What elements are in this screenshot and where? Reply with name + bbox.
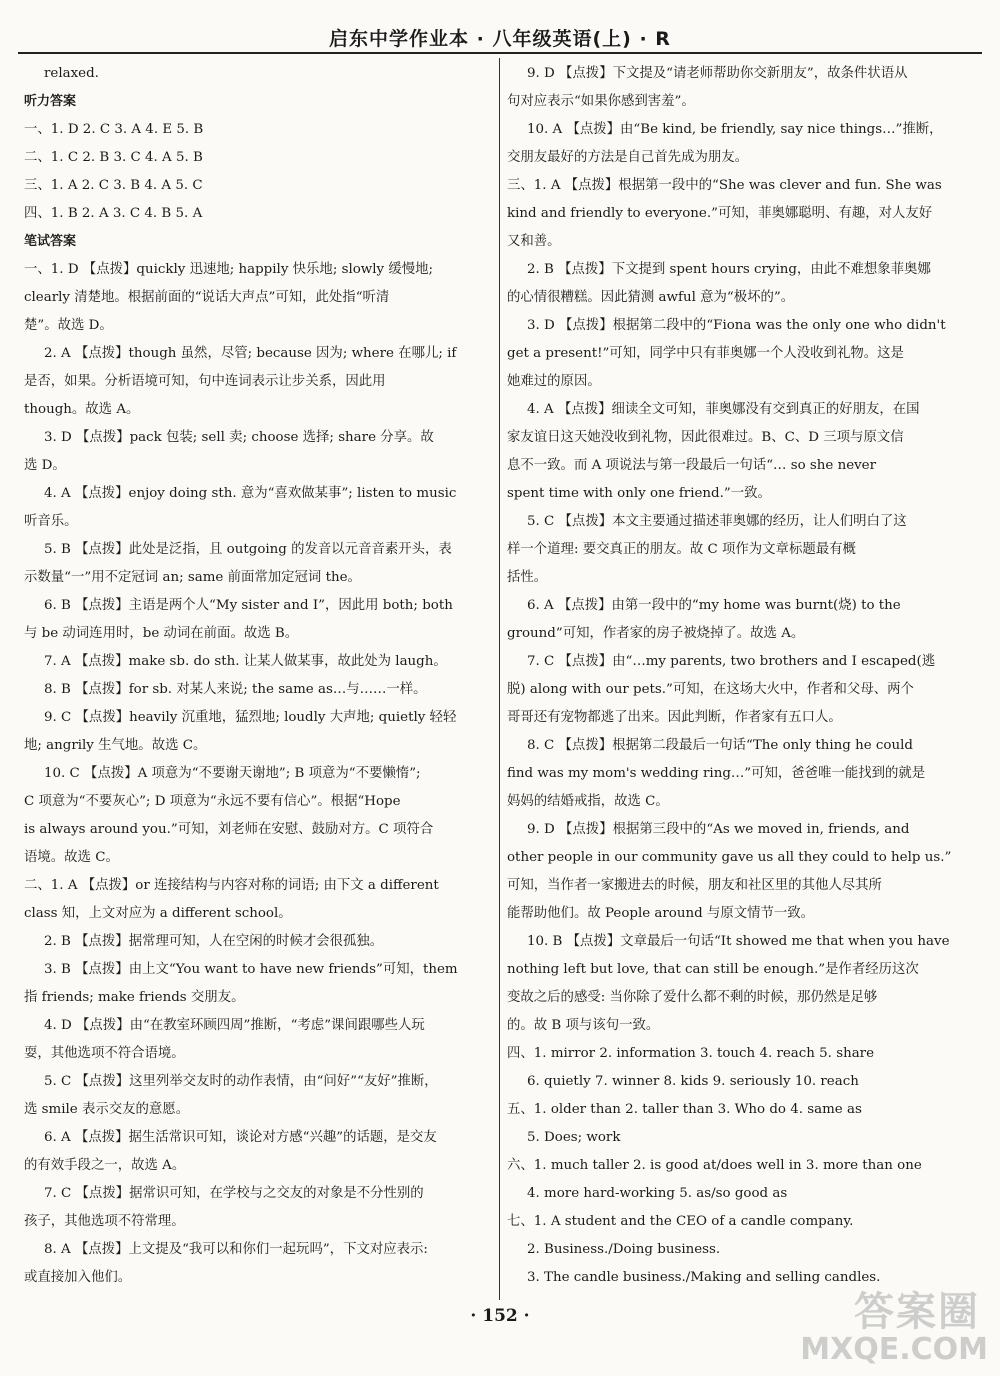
answer-line: 又和善。: [507, 234, 561, 249]
answer-line: 10. B 【点拨】文章最后一句话“It showed me that when you have: [527, 934, 950, 949]
answer-line: 4. D 【点拨】由“在教室环顾四周”推断，“考虑”课间跟哪些人玩: [44, 1018, 425, 1033]
left-column: [24, 60, 486, 1292]
answer-line: 哥哥还有宠物都逃了出来。因此判断，作者家有五口人。: [507, 710, 842, 725]
answer-line: 一、1. D 【点拨】quickly 迅速地; happily 快乐地; slowly 缓慢地;: [24, 262, 434, 277]
answer-line: 她难过的原因。: [507, 374, 601, 389]
answer-line: 七、1. A student and the CEO of a candle company.: [507, 1214, 854, 1229]
answer-line: get a present!”可知，同学中只有菲奥娜一个人没收到礼物。这是: [507, 346, 904, 361]
answer-line: 四、1. B 2. A 3. C 4. B 5. A: [24, 206, 203, 221]
answer-line: 6. B 【点拨】主语是两个人“My sister and I”，因此用 both; both: [44, 598, 453, 613]
answer-line: 楚”。故选 D。: [24, 318, 113, 333]
right-column: [507, 60, 981, 1292]
answer-line: 能帮助他们。故 People around 与原文情节一致。: [507, 906, 815, 921]
watermark: [700, 1278, 1000, 1376]
answer-line: kind and friendly to everyone.”可知，菲奥娜聪明、有趣，对人友好: [507, 206, 933, 221]
answer-line: 3. D 【点拨】pack 包装; sell 卖; choose 选择; share 分享。故: [44, 430, 434, 445]
answer-line: 示数量“一”用不定冠词 an; same 前面常加定冠词 the。: [24, 570, 361, 585]
page-header: [18, 22, 982, 54]
answer-line: 7. C 【点拨】由“…my parents, two brothers and I escaped(逃: [527, 654, 936, 669]
answer-line: 交朋友最好的方法是自己首先成为朋友。: [507, 150, 749, 165]
answer-line: 二、1. A 【点拨】or 连接结构与内容对称的词语; 由下文 a different: [24, 878, 439, 893]
answer-line: is always around you.”可知，刘老师在安慰、鼓励对方。C 项符合: [24, 822, 434, 837]
answer-line: 2. B 【点拨】下文提到 spent hours crying，由此不难想象菲奥娜: [527, 262, 931, 277]
answer-line: 可知，当作者一家搬进去的时候，朋友和社区里的其他人尽其所: [507, 878, 882, 893]
answer-line: 3. The candle business./Making and selling candles.: [527, 1270, 881, 1285]
answer-line: 8. C 【点拨】根据第二段最后一句话“The only thing he could: [527, 738, 913, 753]
answer-line: 5. B 【点拨】此处是泛指，且 outgoing 的发音以元音音素开头，表: [44, 542, 452, 557]
answer-line: 3. D 【点拨】根据第二段中的“Fiona was the only one who didn't: [527, 318, 946, 333]
answer-line: 5. C 【点拨】这里列举交友时的动作表情，由“问好”“友好”推断，: [44, 1074, 438, 1089]
answer-line: 7. C 【点拨】据常识可知，在学校与之交友的对象是不分性别的: [44, 1186, 424, 1201]
answer-line: 9. D 【点拨】根据第三段中的“As we moved in, friends, and: [527, 822, 910, 837]
answer-line: 四、1. mirror 2. information 3. touch 4. reach 5. share: [507, 1046, 875, 1061]
answer-line: find was my mom's wedding ring…”可知，爸爸唯一能找到的就是: [507, 766, 926, 781]
answer-line: 选 smile 表示交友的意愿。: [24, 1102, 190, 1117]
answer-line: 4. A 【点拨】enjoy doing sth. 意为“喜欢做某事”; listen to music: [44, 486, 457, 501]
book-title: 启东中学作业本 · 八年级英语(上) · R: [329, 28, 671, 50]
answer-line: 8. B 【点拨】for sb. 对某人来说; the same as…与……一样。: [44, 682, 427, 697]
answer-line: 10. A 【点拨】由“Be kind, be friendly, say nice things…”推断，: [527, 122, 943, 137]
answer-line: 一、1. D 2. C 3. A 4. E 5. B: [24, 122, 204, 137]
answer-line: 听音乐。: [24, 514, 78, 529]
answer-line: clearly 清楚地。根据前面的“说话大声点”可知，此处指“听清: [24, 290, 390, 305]
page-number: · 152 ·: [470, 1306, 530, 1326]
answer-line: 样一个道理: 要交真正的朋友。故 C 项作为文章标题最有概: [507, 542, 856, 557]
answer-line: 六、1. much taller 2. is good at/does well in 3. more than one: [507, 1158, 922, 1173]
answer-line: 或直接加入他们。: [24, 1270, 132, 1285]
answer-line: 三、1. A 2. C 3. B 4. A 5. C: [24, 178, 203, 193]
answer-line: 耍，其他选项不符合语境。: [24, 1046, 185, 1061]
answer-line: nothing left but love, that can still be enough.”是作者经历这次: [507, 962, 919, 977]
answer-line: relaxed.: [44, 66, 99, 81]
answer-line: 9. C 【点拨】heavily 沉重地，猛烈地; loudly 大声地; quietly 轻轻: [44, 710, 457, 725]
section-heading: 听力答案: [24, 94, 77, 109]
answer-line: though。故选 A。: [24, 402, 140, 417]
answer-line: other people in our community gave us all they could to help us.”: [507, 850, 952, 865]
answer-line: 10. C 【点拨】A 项意为“不要谢天谢地”; B 项意为“不要懒惰”;: [44, 766, 421, 781]
answer-line: 地; angrily 生气地。故选 C。: [24, 738, 207, 753]
answer-line: 句对应表示“如果你感到害羞”。: [507, 94, 695, 109]
answer-line: 4. more hard-working 5. as/so good as: [527, 1186, 788, 1201]
answer-line: 6. quietly 7. winner 8. kids 9. seriously 10. reach: [527, 1074, 859, 1089]
answer-line: spent time with only one friend.”一致。: [507, 486, 771, 501]
answer-line: 五、1. older than 2. taller than 3. Who do 4. same as: [507, 1102, 862, 1117]
section-heading: 笔试答案: [24, 234, 77, 249]
answer-line: 9. D 【点拨】下文提及“请老师帮助你交新朋友”，故条件状语从: [527, 66, 908, 81]
answer-line: 4. A 【点拨】细读全文可知，菲奥娜没有交到真正的好朋友，在国: [527, 402, 920, 417]
answer-line: C 项意为“不要灰心”; D 项意为“永远不要有信心”。根据“Hope: [24, 794, 401, 809]
answer-line: 二、1. C 2. B 3. C 4. A 5. B: [24, 150, 203, 165]
answer-line: 孩子，其他选项不符常理。: [24, 1214, 185, 1229]
column-divider: [499, 58, 500, 1300]
answer-line: 2. B 【点拨】据常理可知，人在空闲的时候才会很孤独。: [44, 934, 384, 949]
answer-line: 指 friends; make friends 交朋友。: [24, 990, 245, 1005]
answer-line: 2. A 【点拨】though 虽然，尽管; because 因为; where 在哪儿; if: [44, 346, 457, 361]
answer-line: 家友谊日这天她没收到礼物，因此很难过。B、C、D 三项与原文信: [507, 430, 904, 445]
answer-line: 5. Does; work: [527, 1130, 621, 1145]
answer-line: 的。故 B 项与该句一致。: [507, 1018, 660, 1033]
answer-line: 变故之后的感受: 当你除了爱什么都不剩的时候，那仍然是足够: [507, 990, 878, 1005]
answer-line: 2. Business./Doing business.: [527, 1242, 721, 1257]
answer-line: 语境。故选 C。: [24, 850, 119, 865]
answer-line: ground”可知，作者家的房子被烧掉了。故选 A。: [507, 626, 805, 641]
answer-line: class 知，上文对应为 a different school。: [24, 906, 292, 921]
answer-line: 的心情很糟糕。因此猜测 awful 意为“极坏的”。: [507, 290, 795, 305]
answer-line: 3. B 【点拨】由上文“You want to have new friends”可知，them: [44, 962, 458, 977]
answer-line: 息不一致。而 A 项说法与第一段最后一句话“… so she never: [507, 458, 877, 473]
answer-line: 6. A 【点拨】由第一段中的“my home was burnt(烧) to the: [527, 598, 901, 613]
answer-line: 脱) along with our pets.”可知，在这场大火中，作者和父母、两个: [507, 682, 914, 697]
answer-line: 8. A 【点拨】上文提及“我可以和你们一起玩吗”，下文对应表示:: [44, 1242, 428, 1257]
answer-line: 括性。: [507, 570, 548, 585]
watermark-url: MXQE.COM: [800, 1332, 988, 1367]
answer-line: 是否，如果。分析语境可知，句中连词表示让步关系，因此用: [24, 374, 386, 389]
answer-line: 7. A 【点拨】make sb. do sth. 让某人做某事，故此处为 laugh。: [44, 654, 447, 669]
answer-line: 妈妈的结婚戒指，故选 C。: [507, 794, 669, 809]
answer-line: 与 be 动词连用时，be 动词在前面。故选 B。: [24, 626, 299, 641]
watermark-logo: 答案圈: [854, 1289, 980, 1335]
answer-line: 6. A 【点拨】据生活常识可知，谈论对方感“兴趣”的话题，是交友: [44, 1130, 437, 1145]
answer-line: 的有效手段之一，故选 A。: [24, 1158, 186, 1173]
answer-line: 选 D。: [24, 458, 66, 473]
answer-line: 三、1. A 【点拨】根据第一段中的“She was clever and fun. She was: [507, 178, 942, 193]
answer-line: 5. C 【点拨】本文主要通过描述菲奥娜的经历，让人们明白了这: [527, 514, 907, 529]
